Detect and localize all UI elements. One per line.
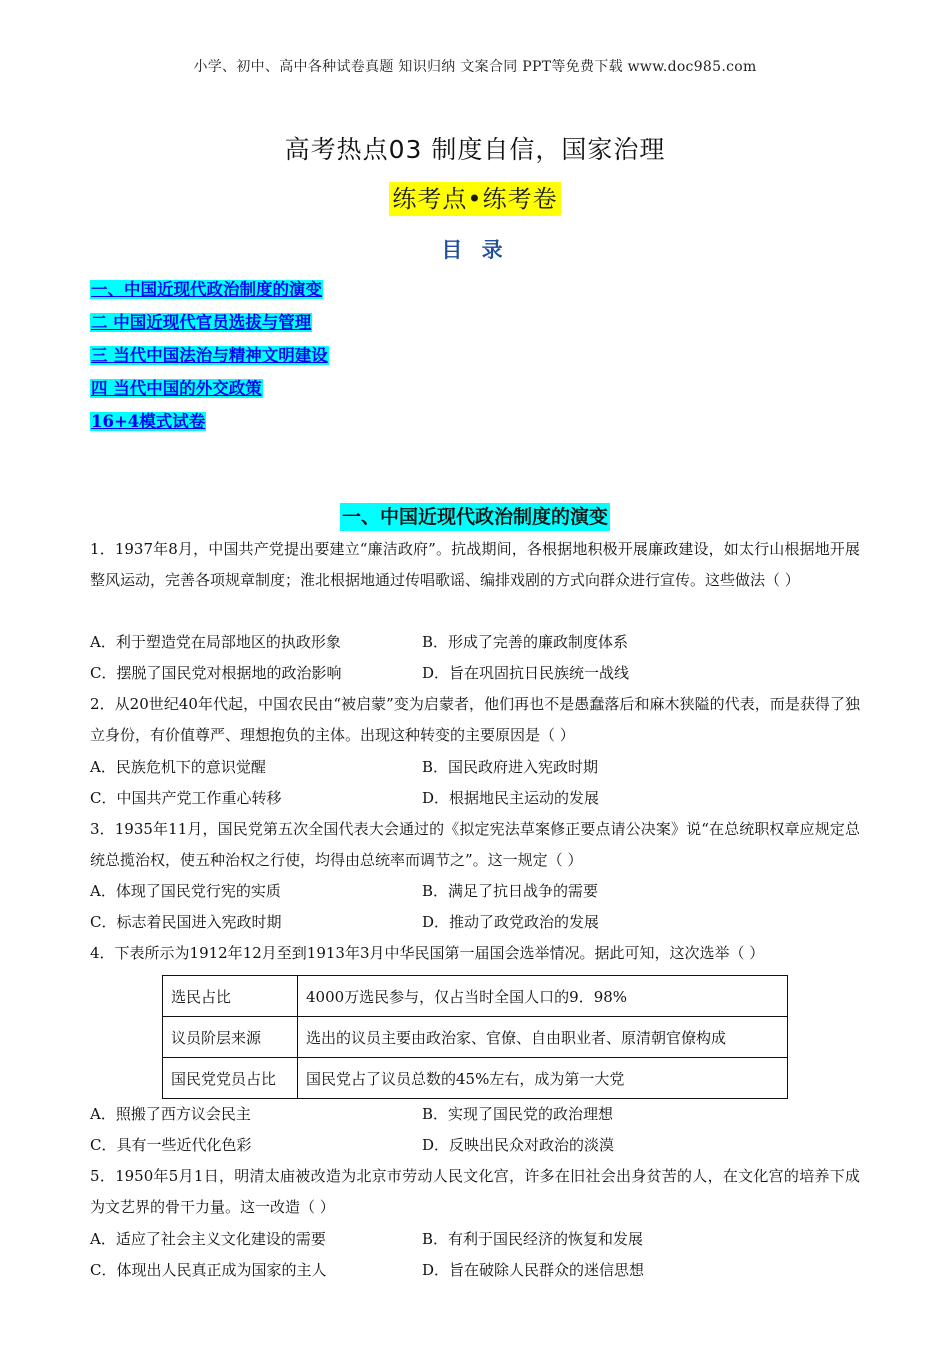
toc-link-mock-exam[interactable] xyxy=(90,408,329,441)
question-1-option-a: A．利于塑造党在局部地区的执政形象 xyxy=(90,633,341,651)
toc-link-label: 二 中国近现代官员选拔与管理 xyxy=(91,313,312,332)
question-3-option-a: A．体现了国民党行宪的实质 xyxy=(90,882,281,900)
toc-heading: 目 录 xyxy=(441,238,509,262)
question-5-text: 5．1950年5月1日，明清太庙被改造为北京市劳动人民文化宫，许多在旧社会出身贫苦的人，在文化宫的培养下成为文艺界的骨干力量。这一改造（ ） xyxy=(90,1167,860,1216)
question-4-option-c: C．具有一些近代化色彩 xyxy=(90,1136,252,1154)
toc-link-label: 16+4模式试卷 xyxy=(91,412,206,431)
question-2-text: 2．从20世纪40年代起，中国农民由“被启蒙”变为启蒙者，他们再也不是愚蠢落后和麻木狭隘的代表，而是获得了独立身份，有价值尊严、理想抱负的主体。出现这种转变的主要原因是（ ） xyxy=(90,695,860,744)
question-4-option-d: D．反映出民众对政治的淡漠 xyxy=(422,1136,615,1154)
question-1-text: 1．1937年8月，中国共产党提出要建立“廉洁政府”。抗战期间，各根据地积极开展廉政建设，如太行山根据地开展整风运动，完善各项规章制度；淮北根据地通过传唱歌谣、编排戏剧的方式向群众进行宣传。这些做法（ ） xyxy=(90,540,860,589)
document-subtitle: 练考点•练考卷 xyxy=(389,182,560,216)
question-1-option-b: B．形成了完善的廉政制度体系 xyxy=(422,633,629,651)
toc-link-section-1[interactable] xyxy=(90,276,329,309)
table-cell-value: 选出的议员主要由政治家、官僚、自由职业者、原清朝官僚构成 xyxy=(298,1017,788,1058)
table-cell-key: 国民党党员占比 xyxy=(163,1058,298,1099)
question-1-option-d: D．旨在巩固抗日民族统一战线 xyxy=(422,664,630,682)
question-4-option-a: A．照搬了西方议会民主 xyxy=(90,1105,251,1123)
table-cell-value: 国民党占了议员总数的45%左右，成为第一大党 xyxy=(298,1058,788,1099)
question-3-option-c: C．标志着民国进入宪政时期 xyxy=(90,913,282,931)
toc-link-section-4[interactable] xyxy=(90,375,329,408)
question-2-option-d: D．根据地民主运动的发展 xyxy=(422,789,600,807)
question-5-option-a: A．适应了社会主义文化建设的需要 xyxy=(90,1230,326,1248)
toc-link-label: 四 当代中国的外交政策 xyxy=(91,379,262,398)
table-row xyxy=(163,976,788,1017)
table-of-contents xyxy=(90,276,329,441)
table-row xyxy=(163,1017,788,1058)
question-4-option-b: B．实现了国民党的政治理想 xyxy=(422,1105,614,1123)
toc-link-section-3[interactable] xyxy=(90,342,329,375)
question-5-option-c: C．体现出人民真正成为国家的主人 xyxy=(90,1261,327,1279)
question-2-option-a: A．民族危机下的意识觉醒 xyxy=(90,758,266,776)
question-5-option-b: B．有利于国民经济的恢复和发展 xyxy=(422,1230,644,1248)
document-title: 高考热点03 制度自信，国家治理 xyxy=(284,135,666,164)
question-3-option-d: D．推动了政党政治的发展 xyxy=(422,913,600,931)
question-4-text: 4．下表所示为1912年12月至到1913年3月中华民国第一届国会选举情况。据此可知，这次选举（ ） xyxy=(90,944,765,962)
section-heading-container xyxy=(0,503,950,531)
question-2-option-b: B．国民政府进入宪政时期 xyxy=(422,758,599,776)
subtitle-container xyxy=(0,182,950,216)
toc-link-label: 一、中国近现代政治制度的演变 xyxy=(91,280,322,299)
election-table xyxy=(162,975,788,1099)
question-3-option-b: B．满足了抗日战争的需要 xyxy=(422,882,599,900)
table-cell-key: 议员阶层来源 xyxy=(163,1017,298,1058)
section-heading: 一、中国近现代政治制度的演变 xyxy=(340,503,610,531)
site-header: 小学、初中、高中各种试卷真题 知识归纳 文案合同 PPT等免费下载 www.doc985.com xyxy=(193,59,757,75)
question-1-option-c: C．摆脱了国民党对根据地的政治影响 xyxy=(90,664,342,682)
table-cell-key: 选民占比 xyxy=(163,976,298,1017)
question-2-option-c: C．中国共产党工作重心转移 xyxy=(90,789,282,807)
table-cell-value: 4000万选民参与，仅占当时全国人口的9．98% xyxy=(298,976,788,1017)
toc-link-section-2[interactable] xyxy=(90,309,329,342)
toc-link-label: 三 当代中国法治与精神文明建设 xyxy=(91,346,328,365)
table-row xyxy=(163,1058,788,1099)
question-5-option-d: D．旨在破除人民群众的迷信思想 xyxy=(422,1261,645,1279)
question-3-text: 3．1935年11月，国民党第五次全国代表大会通过的《拟定宪法草案修正要点请公决案》说“在总统职权章应规定总统总揽治权，使五种治权之行使，均得由总统率而调节之”。这一规定（ ） xyxy=(90,820,860,869)
